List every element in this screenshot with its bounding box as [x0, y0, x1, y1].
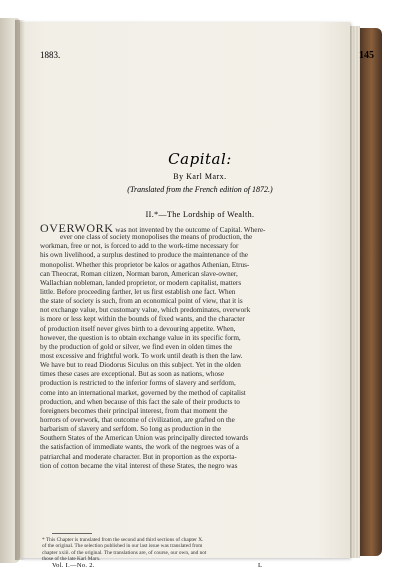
body-line: production, and when because of this fact the sale of their products to	[40, 397, 240, 406]
body-line: times these cases are exceptional. But as soon as nations, whose	[40, 370, 225, 379]
body-line: ever one class of society monopolises the means of production, the	[60, 233, 253, 242]
footnote	[42, 537, 302, 562]
body-line: not exchange value, but customary value, which predominates, overwork	[40, 306, 251, 315]
page-number: 145	[359, 50, 374, 61]
section-heading: II.*—The Lordship of Wealth.	[145, 210, 255, 219]
body-line: production is restricted to the inferior forms of slavery and serfdom,	[40, 379, 236, 388]
body-line: barbarism of slavery and serfdom. So long as production in the	[40, 425, 222, 434]
footnote-rule	[52, 533, 92, 534]
body-line: monopolist. Whether this proprietor be kalos or agathos Athenian, Etrus-	[40, 260, 250, 269]
article-body	[40, 224, 302, 471]
body-line: workman, free or not, is forced to add to the work-time necessary for	[40, 242, 239, 251]
body-line: horrors of overwork, that outcome of civilization, are grafted on the	[40, 415, 235, 424]
article-byline: By Karl Marx.	[173, 172, 227, 181]
body-line: Southern States of the American Union was principally directed towards	[40, 434, 249, 443]
body-line: however, the question is to obtain exchange value in its specific form,	[40, 333, 241, 342]
footnote-line: chapter xxiii. of the original. The translations are, of course, our own, and not	[42, 549, 207, 556]
body-line: patriarchal and moderate character. But in proportion as the exporta-	[40, 452, 237, 461]
body-line: Wallachian nobleman, landed proprietor, or modern capitalist, matters	[40, 278, 242, 287]
signature-mark: L	[258, 562, 262, 569]
article-title: Capital:	[168, 150, 232, 168]
body-line: can Theocrat, Roman citizen, Norman baron, American slave-owner,	[40, 269, 238, 278]
footnote-line: of the original. The selection published in our last issue was translated from	[42, 543, 203, 550]
running-head	[22, 50, 374, 64]
body-line: OVERWORK was not invented by the outcome of Capital. Where-	[40, 224, 266, 234]
body-line: his own livelihood, a surplus destined to produce the maintenance of the	[40, 251, 248, 260]
year-label: 1883.	[40, 50, 61, 60]
translation-note: (Translated from the French edition of 1872.)	[127, 185, 273, 194]
body-line: of production itself never gives birth to a devouring appetite. When,	[40, 324, 236, 333]
footnote-line: * This Chapter is translated from the second and third sections of chapter X.	[42, 537, 204, 543]
body-line: the satisfaction of immediate wants, the work of the negroes was of a	[40, 443, 239, 452]
footnote-line: those of the late Karl Marx.	[42, 555, 101, 562]
body-line: We have but to read Diodorus Siculus on this subject. Yet in the olden	[40, 361, 241, 370]
body-line: come into an international market, governed by the method of capitalist	[40, 388, 246, 397]
body-line: most excessive and frightful work. To work until death is then the law.	[40, 351, 243, 360]
body-line: is more or less kept within the bounds of fixed wants, and the character	[40, 315, 245, 324]
body-line: tion of cotton became the vital interest of these States, the negro was	[40, 461, 238, 470]
body-line: little. Before proceeding farther, let us first establish one fact. When	[40, 287, 236, 296]
body-line: foreigners becomes their principal interest, from that moment the	[40, 406, 228, 415]
volume-footer: Vol. I.—No. 2.	[52, 562, 95, 569]
spine-shadow	[15, 20, 25, 560]
body-line: by the production of gold or silver, we find even in olden times the	[40, 342, 233, 351]
body-line: the state of society is such, from an economical point of view, that it is	[40, 297, 243, 306]
